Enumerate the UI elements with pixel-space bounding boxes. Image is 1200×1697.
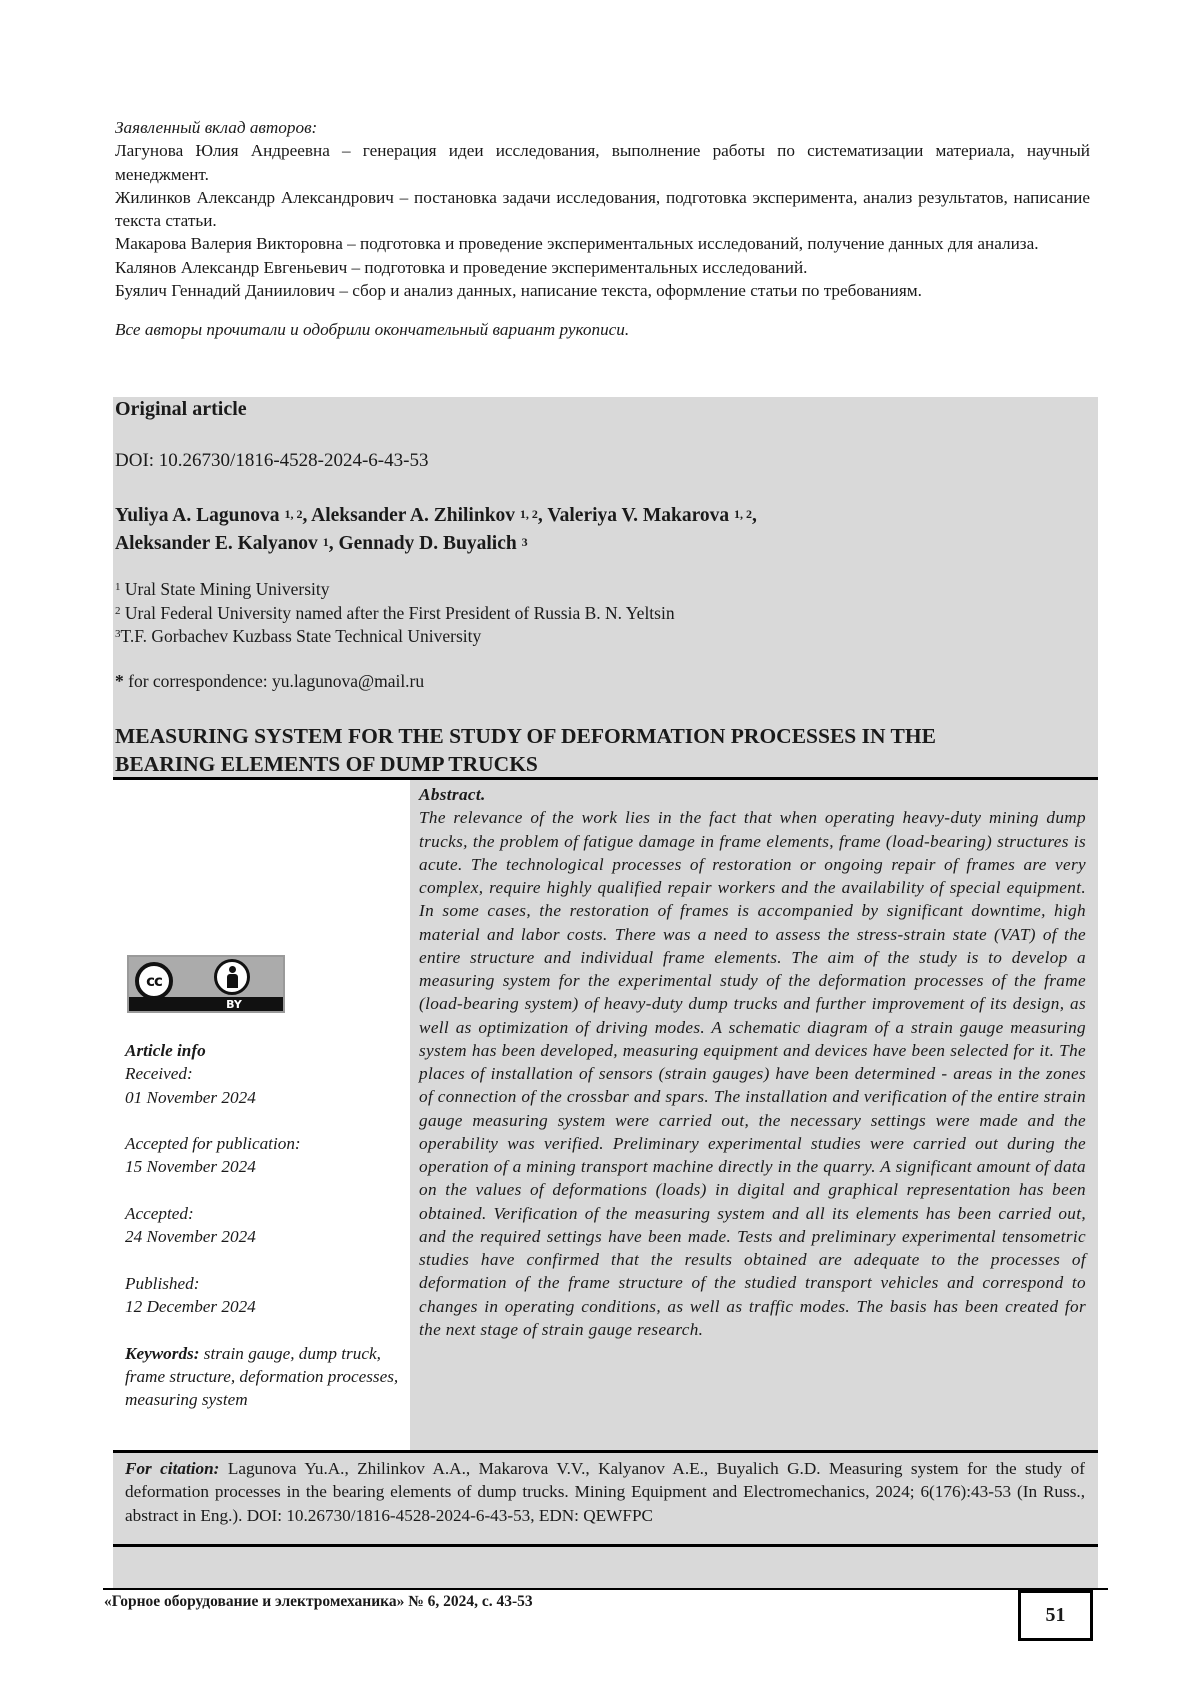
author-affil-sup: 1 (322, 535, 329, 549)
keywords (125, 1342, 405, 1412)
author-name: Gennady D. Buyalich (338, 533, 517, 554)
by-label: BY (226, 998, 242, 1011)
attribution-icon (214, 959, 250, 995)
authors-line-1 (115, 502, 1090, 530)
contribution-entry: Лагунова Юлия Андреевна – генерация идеи исследования, выполнение работы по систематизации материала, научный менеджмент. (115, 141, 1090, 184)
abstract (419, 783, 1086, 1341)
author-sep: , (752, 505, 757, 526)
author-name: Valeriya V. Makarova (547, 505, 730, 526)
affiliation-text: Ural Federal University named after the First President of Russia B. N. Yeltsin (124, 602, 675, 623)
abstract-heading: Abstract. (419, 785, 486, 804)
correspondence-star: * (115, 671, 124, 691)
author-name: Yuliya A. Lagunova (115, 505, 280, 526)
divider-rule (113, 1544, 1098, 1547)
affiliation-num: 1 (115, 581, 121, 593)
article-info-heading: Article info (125, 1041, 206, 1060)
citation-text: Lagunova Yu.A., Zhilinkov A.A., Makarova V.V., Kalyanov A.E., Buyalich G.D. Measuring system for the study of deformation processes in the bearing elements of dump trucks. Mining Equipment and Electromechanics, 2024; 6(176):43-53 (In Russ., abstract in Eng.). DOI: 10.26730/1816-4528-2024-6-43-53, EDN: QEWFPC (125, 1459, 1085, 1525)
footer-rule (103, 1588, 1108, 1590)
affiliation (115, 602, 1090, 626)
author-sep: , (328, 533, 339, 554)
affiliations (115, 578, 1090, 649)
contribution-entry: Макарова Валерия Викторовна – подготовка и проведение экспериментальных исследований, получение данных для анализа. (115, 234, 1039, 254)
title-line: MEASURING SYSTEM FOR THE STUDY OF DEFORMATION PROCESSES IN THE (115, 724, 936, 748)
received-date: 01 November 2024 (125, 1087, 256, 1107)
author-affil-sup: 1, 2 (519, 507, 538, 521)
author-sep: , (537, 505, 548, 526)
published-date: 12 December 2024 (125, 1297, 256, 1317)
journal-footer: «Горное оборудование и электромеханика» № 6, 2024, с. 43-53 (104, 1593, 533, 1610)
article-title (115, 722, 1090, 778)
affiliation-num: 2 (115, 604, 121, 617)
affiliation-num: 3 (115, 628, 121, 640)
authors-line-2 (115, 530, 1090, 558)
accepted-date: 24 November 2024 (125, 1227, 256, 1247)
divider-rule (113, 1450, 1098, 1453)
contribution-entry: Жилинков Александр Александрович – постановка задачи исследования, подготовка эксперимента, анализ результатов, написание текста статьи. (115, 187, 1090, 231)
author-list (115, 502, 1090, 558)
title-line: BEARING ELEMENTS OF DUMP TRUCKS (115, 752, 538, 776)
abstract-text: The relevance of the work lies in the fact that when operating heavy-duty mining dump trucks, the problem of fatigue damage in frame elements, frame (load-bearing) structures is acute. The technological processes of restoration or ongoing repair of frames are very complex, require highly qualified repair workers and the availability of special equipment. In some cases, the restoration of frames is accompanied by significant downtime, high material and labor costs. There was a need to assess the stress-strain state (VAT) of the entire structure and individual frame elements. The aim of the study is to develop a measuring system for the experimental study of the deformation processes of the frame (load-bearing system) of heavy-duty dump trucks and further improvement of its design, as well as optimization of driving modes. A schematic diagram of a strain gauge measuring system has been developed, measuring equipment and devices have been selected for it. The places of installation of sensors (strain gauges) have been determined - areas in the zones of connection of the crossbar and spars. The installation and verification of the entire strain gauge measuring system were carried out, the necessary settings were made and the operability was verified. Preliminary experimental studies were carried out during the operation of a mining transport machine directly in the quarry. A significant amount of data on the values of deformations (loads) in digital and graphical representation has been obtained. Verification of the measuring system and all its elements has been carried out, and the required settings have been made. Tests and preliminary experimental tensometric studies have confirmed that the results obtained are adequate to the processes of deformation of the frame structure of the studied transport vehicles and correspond to changes in operating conditions, as well as traffic modes. The basis has been created for the next stage of strain gauge research. (419, 808, 1086, 1339)
author-contributions (115, 116, 1090, 342)
contribution-entry: Буялич Геннадий Даниилович – сбор и анализ данных, написание текста, оформление статьи по требованиям. (115, 281, 922, 301)
article-type-label: Original article (115, 398, 247, 420)
accepted-pub-date: 15 November 2024 (125, 1157, 256, 1177)
correspondence-email[interactable]: for correspondence: yu.lagunova@mail.ru (128, 671, 425, 691)
article-info (125, 1039, 405, 1412)
citation (125, 1457, 1085, 1527)
correspondence (115, 671, 1090, 692)
keywords-label: Keywords: (125, 1343, 200, 1363)
keywords-text: strain gauge, dump truck, frame structure, deformation processes, measuring system (125, 1343, 399, 1410)
page-number: 51 (1018, 1590, 1093, 1641)
author-sep: , (302, 505, 312, 526)
affiliation (115, 625, 1090, 649)
accepted-pub-label: Accepted for publication: (125, 1134, 301, 1154)
accepted-label: Accepted: (125, 1204, 194, 1224)
approval-statement: Все авторы прочитали и одобрили окончательный вариант рукописи. (115, 320, 630, 340)
received-label: Received: (125, 1064, 193, 1084)
contribution-entry: Калянов Александр Евгеньевич – подготовка и проведение экспериментальных исследований. (115, 257, 808, 277)
citation-label: For citation: (125, 1459, 220, 1478)
author-name: Aleksander E. Kalyanov (115, 533, 318, 554)
author-affil-sup: 3 (521, 535, 528, 549)
published-label: Published: (125, 1273, 200, 1293)
author-affil-sup: 1, 2 (734, 507, 753, 521)
author-affil-sup: 1, 2 (284, 507, 303, 521)
doi[interactable]: DOI: 10.26730/1816-4528-2024-6-43-53 (115, 450, 429, 471)
cc-icon: cc (135, 962, 173, 1000)
affiliation-text: Ural State Mining University (124, 579, 330, 599)
cc-by-icon[interactable] (127, 955, 285, 1013)
affiliation-text: T.F. Gorbachev Kuzbass State Technical University (120, 626, 482, 646)
affiliation (115, 578, 1090, 602)
author-name: Aleksander A. Zhilinkov (311, 505, 516, 526)
contributions-heading: Заявленный вклад авторов: (115, 118, 318, 137)
